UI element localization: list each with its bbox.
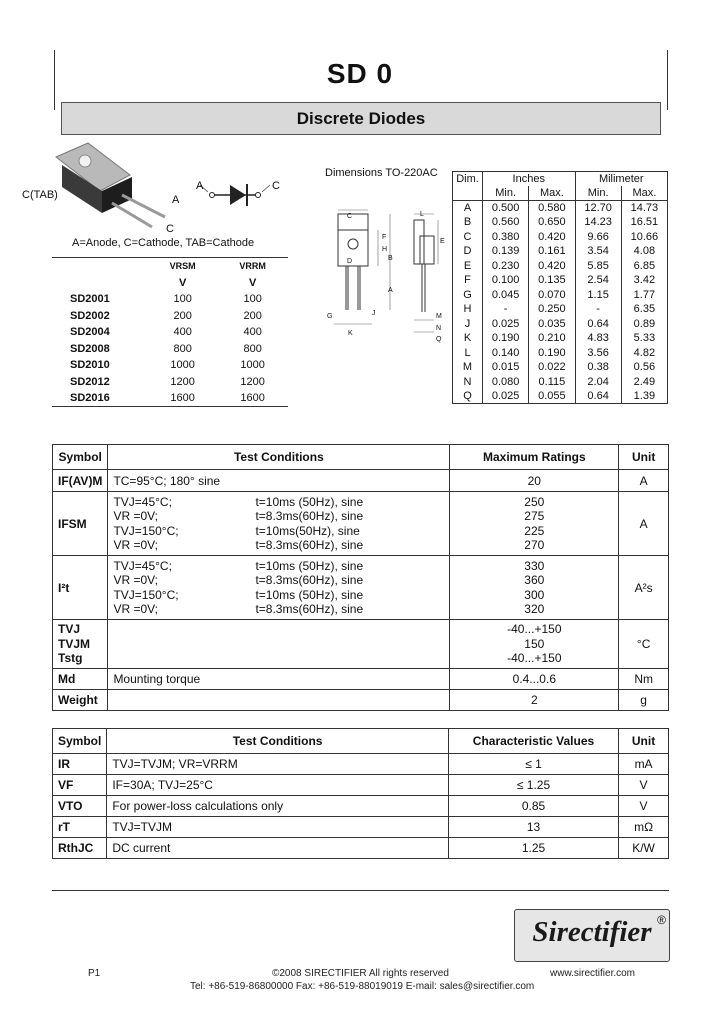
dim-header: Dim.: [453, 172, 483, 187]
volt-unit-row: [52, 275, 288, 292]
maximum-ratings-table: [52, 444, 669, 711]
table-row: SD2010 1000 1000: [70, 359, 265, 372]
table-row: SD2001 100 100: [70, 293, 262, 306]
voltage-table: [52, 258, 288, 407]
drawing-label-d: D: [347, 258, 353, 265]
vrsm-header: VRSM: [169, 261, 196, 272]
table-row: C 0.380 0.420 9.66 10.66: [453, 230, 668, 245]
subtitle-bar: Discrete Diodes: [61, 102, 661, 135]
table-row: Weight 2 g: [53, 690, 669, 711]
vrrm-header: VRRM: [239, 261, 266, 272]
inches-header: Inches: [483, 172, 576, 187]
website-link[interactable]: www.sirectifier.com: [550, 968, 636, 979]
logo-text: Sirectifier: [532, 916, 652, 948]
drawing-label-e: E: [440, 238, 445, 245]
drawing-label-j: J: [372, 310, 376, 317]
drawing-label-f: F: [382, 234, 387, 241]
table-row: Q 0.025 0.055 0.64 1.39: [453, 389, 668, 404]
table-row: RthJC DC current 1.25 K/W: [53, 838, 669, 859]
table-row: VTO For power-loss calculations only 0.85 V: [53, 796, 669, 817]
pin-a-label: A: [172, 194, 180, 206]
drawing-label-c: C: [347, 213, 353, 220]
characteristic-values-table: [52, 728, 669, 859]
copyright: ©2008 SIRECTIFIER All rights reserved: [272, 968, 449, 979]
page-title: SD 0: [326, 58, 394, 89]
table-row: M 0.015 0.022 0.38 0.56: [453, 360, 668, 375]
table-row: IFSM TVJ=45°C; t=10ms (50Hz), sine VR =0V; t=8.3ms(60Hz), sine TVJ=150°C; t=10ms(50Hz), sine VR =0V; t=8.3ms(60Hz), sine 250 275 225 270 A: [53, 492, 669, 556]
table-row: G 0.045 0.070 1.15 1.77: [453, 288, 668, 303]
table-row: VF IF=30A; TVJ=25°C ≤ 1.25 V: [53, 775, 669, 796]
drawing-label-a: A: [388, 287, 393, 294]
outline-drawing: [322, 206, 450, 346]
table-row: rT TVJ=TVJM 13 mΩ: [53, 817, 669, 838]
drawing-label-g: G: [327, 313, 333, 320]
table-row: IF(AV)M TC=95°C; 180° sine 20 A: [53, 470, 669, 492]
footer-divider: [52, 890, 669, 891]
table-row: IR TVJ=TVJM; VR=VRRM ≤ 1 mA: [53, 754, 669, 775]
drawing-label-n: N: [436, 325, 442, 332]
table-row: Md Mounting torque 0.4...0.6 Nm: [53, 669, 669, 690]
symbol-cathode-label: C: [272, 180, 280, 192]
table-row: B 0.560 0.650 14.23 16.51: [453, 215, 668, 230]
dim-head-row: [453, 172, 668, 187]
table-row: SD2016 1600 1600: [70, 392, 265, 405]
drawing-label-h: H: [382, 246, 388, 253]
table-row: E 0.230 0.420 5.85 6.85: [453, 259, 668, 274]
tab-label: C(TAB): [22, 189, 58, 201]
volt-head-row: [52, 258, 288, 275]
dimensions-title: Dimensions TO-220AC: [325, 167, 438, 179]
drawing-label-q: Q: [436, 336, 442, 343]
vrsm-unit: V: [179, 276, 187, 289]
table-row: J 0.025 0.035 0.64 0.89: [453, 317, 668, 332]
contact-line: Tel: +86-519-86800000 Fax: +86-519-88019019 E-mail: sales@sirectifier.com: [190, 981, 535, 992]
drawing-label-b: B: [388, 255, 393, 262]
pin-c-label: C: [166, 223, 174, 235]
symbol-anode-label: A: [196, 180, 204, 192]
table-row: N 0.080 0.115 2.04 2.49: [453, 375, 668, 390]
table-row: A 0.500 0.580 12.70 14.73: [453, 201, 668, 216]
vrrm-unit: V: [249, 276, 257, 289]
table-row: D 0.139 0.161 3.54 4.08: [453, 244, 668, 259]
table-row: TVJ TVJM Tstg -40...+150 150 -40...+150 °C: [53, 620, 669, 669]
drawing-label-m: M: [436, 313, 442, 320]
char-head-row: Symbol Test Conditions Characteristic Values Unit: [53, 729, 669, 754]
drawing-label-l: L: [420, 211, 424, 218]
table-row: I²t TVJ=45°C; t=10ms (50Hz), sine VR =0V; t=8.3ms(60Hz), sine TVJ=150°C; t=10ms (50Hz), sine VR =0V; t=8.3ms(60Hz), sine 330 360 300 320 A²s: [53, 556, 669, 620]
ratings-head-row: Symbol Test Conditions Maximum Ratings Unit: [53, 445, 669, 470]
table-row: SD2012 1200 1200: [70, 375, 265, 388]
company-logo: [514, 909, 670, 962]
table-row: SD2002 200 200: [70, 309, 262, 322]
mm-header: Milimeter: [575, 172, 668, 187]
dim-minmax-row: Min. Max. Min. Max.: [453, 186, 668, 201]
table-row: SD2004 400 400: [70, 326, 262, 339]
registered-mark: ®: [657, 913, 666, 927]
table-row: K 0.190 0.210 4.83 5.33: [453, 331, 668, 346]
page-number: P1: [88, 968, 101, 979]
table-row: L 0.140 0.190 3.56 4.82: [453, 346, 668, 361]
table-row: H - 0.250 - 6.35: [453, 302, 668, 317]
table-row: SD2008 800 800: [70, 342, 262, 355]
drawing-label-k: K: [348, 330, 353, 337]
pin-legend: A=Anode, C=Cathode, TAB=Cathode: [72, 237, 255, 249]
table-row: F 0.100 0.135 2.54 3.42: [453, 273, 668, 288]
dimensions-table: [452, 171, 668, 404]
